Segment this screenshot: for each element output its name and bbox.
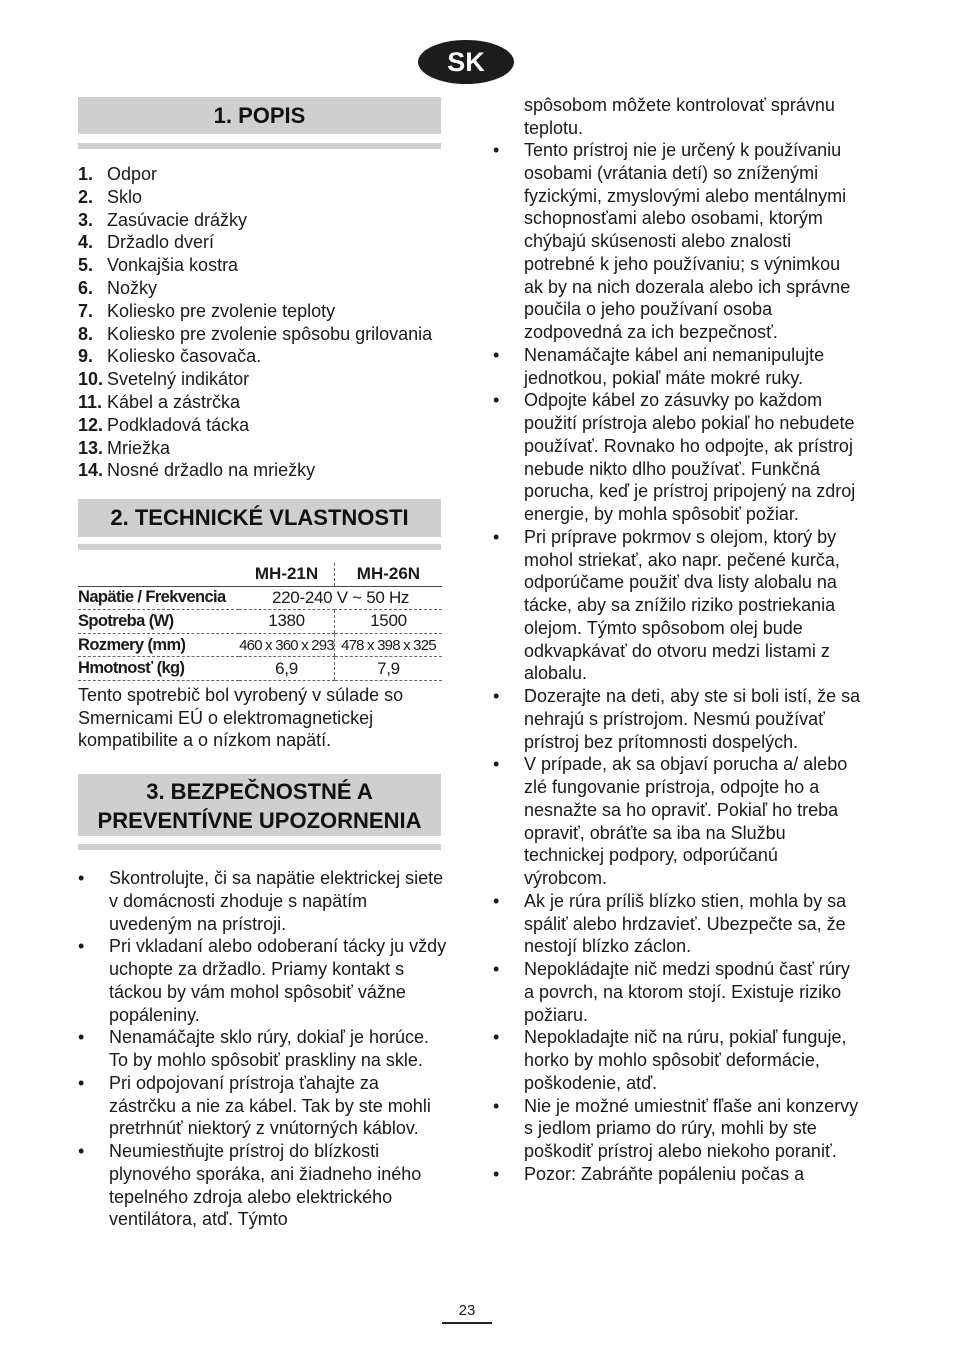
table-header-row bbox=[78, 563, 442, 586]
page-number-rule bbox=[442, 1322, 492, 1324]
table-row bbox=[78, 657, 442, 681]
table-cell: 1500 bbox=[334, 610, 442, 634]
compliance-note: Tento spotrebič bol vyrobený v súlade so Smernicami EÚ o elektromagnetickej kompatibilite a o nízkom napätí. bbox=[78, 685, 404, 751]
table-cell: 7,9 bbox=[334, 657, 442, 681]
list-item: • Neumiestňujte prístroj do blízkosti plynového sporáka, ani žiadneho iného tepelného zdroja alebo elektrického ventilátora, atď. Týmto bbox=[78, 1141, 422, 1230]
section-technical-header: 2. TECHNICKÉ VLASTNOSTI bbox=[78, 499, 441, 537]
table-cell: 460 x 360 x 293 bbox=[239, 633, 334, 657]
list-item: 8. Koliesko pre zvolenie spôsobu grilovania bbox=[78, 323, 433, 344]
bullet-icon: • bbox=[78, 1141, 85, 1161]
bullet-icon: • bbox=[493, 1163, 500, 1184]
list-item: 14. Nosné držadlo na mriežky bbox=[78, 460, 316, 481]
bullet-icon: • bbox=[78, 1027, 85, 1048]
section-technical-rule bbox=[78, 544, 441, 550]
safety-list-left bbox=[78, 867, 450, 1231]
list-item: 3. Zasúvacie drážky bbox=[78, 209, 248, 230]
table-cell: 6,9 bbox=[239, 657, 334, 681]
bullet-icon: • bbox=[493, 1095, 500, 1116]
list-item: • Nepokladajte nič na rúru, pokiaľ funguje, horko by mohlo spôsobiť deformácie, poškodenie, atď. bbox=[493, 1027, 847, 1093]
bullet-icon: • bbox=[78, 1072, 85, 1093]
list-item: • Nepokládajte nič medzi spodnú časť rúry a povrch, na ktorom stojí. Existuje riziko požiaru. bbox=[493, 959, 850, 1025]
list-item: • V prípade, ak sa objaví porucha a/ alebo zlé fungovanie prístroja, odpojte ho a nesnažte sa ho opraviť. Pokiaľ ho treba opraviť, obráťte sa iba na Službu technickej podpory, odporúčanú výrobcom. bbox=[493, 754, 848, 888]
list-item: • Ak je rúra príliš blízko stien, mohla by sa spáliť alebo hrdzavieť. Ubezpečte sa, že nestojí blízko záclon. bbox=[493, 890, 847, 957]
column-header: MH-26N bbox=[334, 563, 442, 586]
technical-table bbox=[78, 563, 442, 681]
list-item: 11. Kábel a zástrčka bbox=[78, 391, 241, 412]
list-item: • Pri vkladaní alebo odoberaní tácky ju vždy uchopte za držadlo. Priamy kontakt s táckou by vám mohol spôsobiť vážne popáleniny. bbox=[78, 936, 447, 1025]
list-item: • Odpojte kábel zo zásuvky po každom použití prístroja alebo pokiaľ ho nebudete používať. Rovnako ho odpojte, ak prístroj nebude nikto dlho používať. Funkčná porucha, keď je prístroj pripojený na zdroj energie, by mohla spôsobiť požiar. bbox=[493, 390, 856, 524]
list-item: • Nenamáčajte sklo rúry, dokiaľ je horúce. To by mohlo spôsobiť praskliny na skle. bbox=[78, 1027, 430, 1070]
table-cell: 1380 bbox=[239, 610, 334, 634]
list-item: 1. Odpor bbox=[78, 164, 158, 184]
list-item: • Dozerajte na deti, aby ste si boli istí, že sa nehrajú s prístrojom. Nesmú používať prístroj bez prítomnosti dospelých. bbox=[493, 686, 861, 752]
bullet-icon: • bbox=[493, 140, 500, 160]
list-item: • Nenamáčajte kábel ani nemanipulujte jednotkou, pokiaľ máte mokré ruky. bbox=[493, 344, 825, 388]
section-safety-title-line1: 3. BEZPEČNOSTNÉ A bbox=[146, 779, 373, 804]
bullet-icon: • bbox=[493, 686, 500, 706]
section-popis-header: 1. POPIS bbox=[78, 97, 441, 134]
bullet-icon: • bbox=[493, 390, 500, 411]
section-safety-rule bbox=[78, 844, 441, 850]
language-badge: SK bbox=[418, 40, 514, 84]
table-cell: 220-240 V ~ 50 Hz bbox=[239, 586, 442, 610]
list-item: • Pozor: Zabráňte popáleniu počas a bbox=[493, 1163, 805, 1184]
list-item: 2. Sklo bbox=[78, 186, 143, 207]
list-item: • Skontrolujte, či sa napätie elektrickej siete v domácnosti zhoduje s napätím uvedeným na prístroji. bbox=[78, 868, 444, 934]
list-item: 4. Držadlo dverí bbox=[78, 232, 215, 253]
bullet-icon: • bbox=[493, 754, 500, 775]
list-item: 10. Svetelný indikátor bbox=[78, 369, 250, 390]
bullet-icon: • bbox=[493, 1027, 500, 1048]
list-item: 7. Koliesko pre zvolenie teploty bbox=[78, 300, 336, 321]
bullet-icon: • bbox=[493, 890, 500, 911]
list-item: 13. Mriežka bbox=[78, 437, 171, 458]
table-cell: 478 x 398 x 325 bbox=[334, 633, 442, 657]
table-row bbox=[78, 633, 442, 657]
bullet-icon: • bbox=[78, 868, 85, 888]
list-item: 6. Nožky bbox=[78, 277, 158, 298]
list-item: • Pri príprave pokrmov s olejom, ktorý by mohol striekať, ako napr. pečené kurča, odporúčame použiť dva listy alobalu na tácke, aby sa znížilo riziko postriekania olejom. Týmto spôsobom olej bude odkvapkávať do otvoru medzi listami z alobalu. bbox=[493, 526, 840, 684]
bullet-icon: • bbox=[493, 344, 500, 365]
list-item: 9. Koliesko časovača. bbox=[78, 346, 262, 367]
row-label: Napätie / Frekvencia bbox=[78, 586, 239, 610]
list-item: • Pri odpojovaní prístroja ťahajte za zástrčku a nie za kábel. Tak by ste mohli pretrhnúť niektorý z vnútorných káblov. bbox=[78, 1072, 431, 1139]
column-header: MH-21N bbox=[239, 563, 334, 586]
safety-list-right bbox=[493, 139, 864, 1186]
bullet-icon: • bbox=[78, 936, 85, 957]
bullet-icon: • bbox=[493, 526, 500, 547]
row-label: Hmotnosť (kg) bbox=[78, 657, 239, 681]
row-label: Rozmery (mm) bbox=[78, 633, 239, 657]
list-item: 5. Vonkajšia kostra bbox=[78, 255, 239, 276]
table-row bbox=[78, 586, 442, 610]
parts-list bbox=[78, 163, 432, 482]
list-item: 12. Podkladová tácka bbox=[78, 414, 250, 435]
section-safety-header bbox=[78, 774, 441, 836]
continued-text: spôsobom môžete kontrolovať správnu teplotu. bbox=[524, 95, 835, 138]
table-row bbox=[78, 610, 442, 634]
bullet-icon: • bbox=[493, 959, 500, 979]
page-number: 23 bbox=[458, 1302, 476, 1319]
list-item: • Tento prístroj nie je určený k používaniu osobami (vrátania detí) so zníženými fyzickými, zmyslovými alebo mentálnymi schopnosťami alebo osobami, ktorým chýbajú skúsenosti alebo znalosti potrebné k jeho používaniu; s výnimkou ak by na nich dozerala alebo ich správne poučila o jeho používaní osoba zodpovedná za ich bezpečnosť. bbox=[493, 140, 851, 342]
list-item: • Nie je možné umiestniť fľaše ani konzervy s jedlom priamo do rúry, mohli by ste poškodiť prístroj alebo niekoho poraniť. bbox=[493, 1095, 859, 1161]
section-popis-rule bbox=[78, 143, 441, 149]
section-safety-title-line2: PREVENTÍVNE UPOZORNENIA bbox=[97, 808, 422, 833]
row-label: Spotreba (W) bbox=[78, 610, 239, 634]
